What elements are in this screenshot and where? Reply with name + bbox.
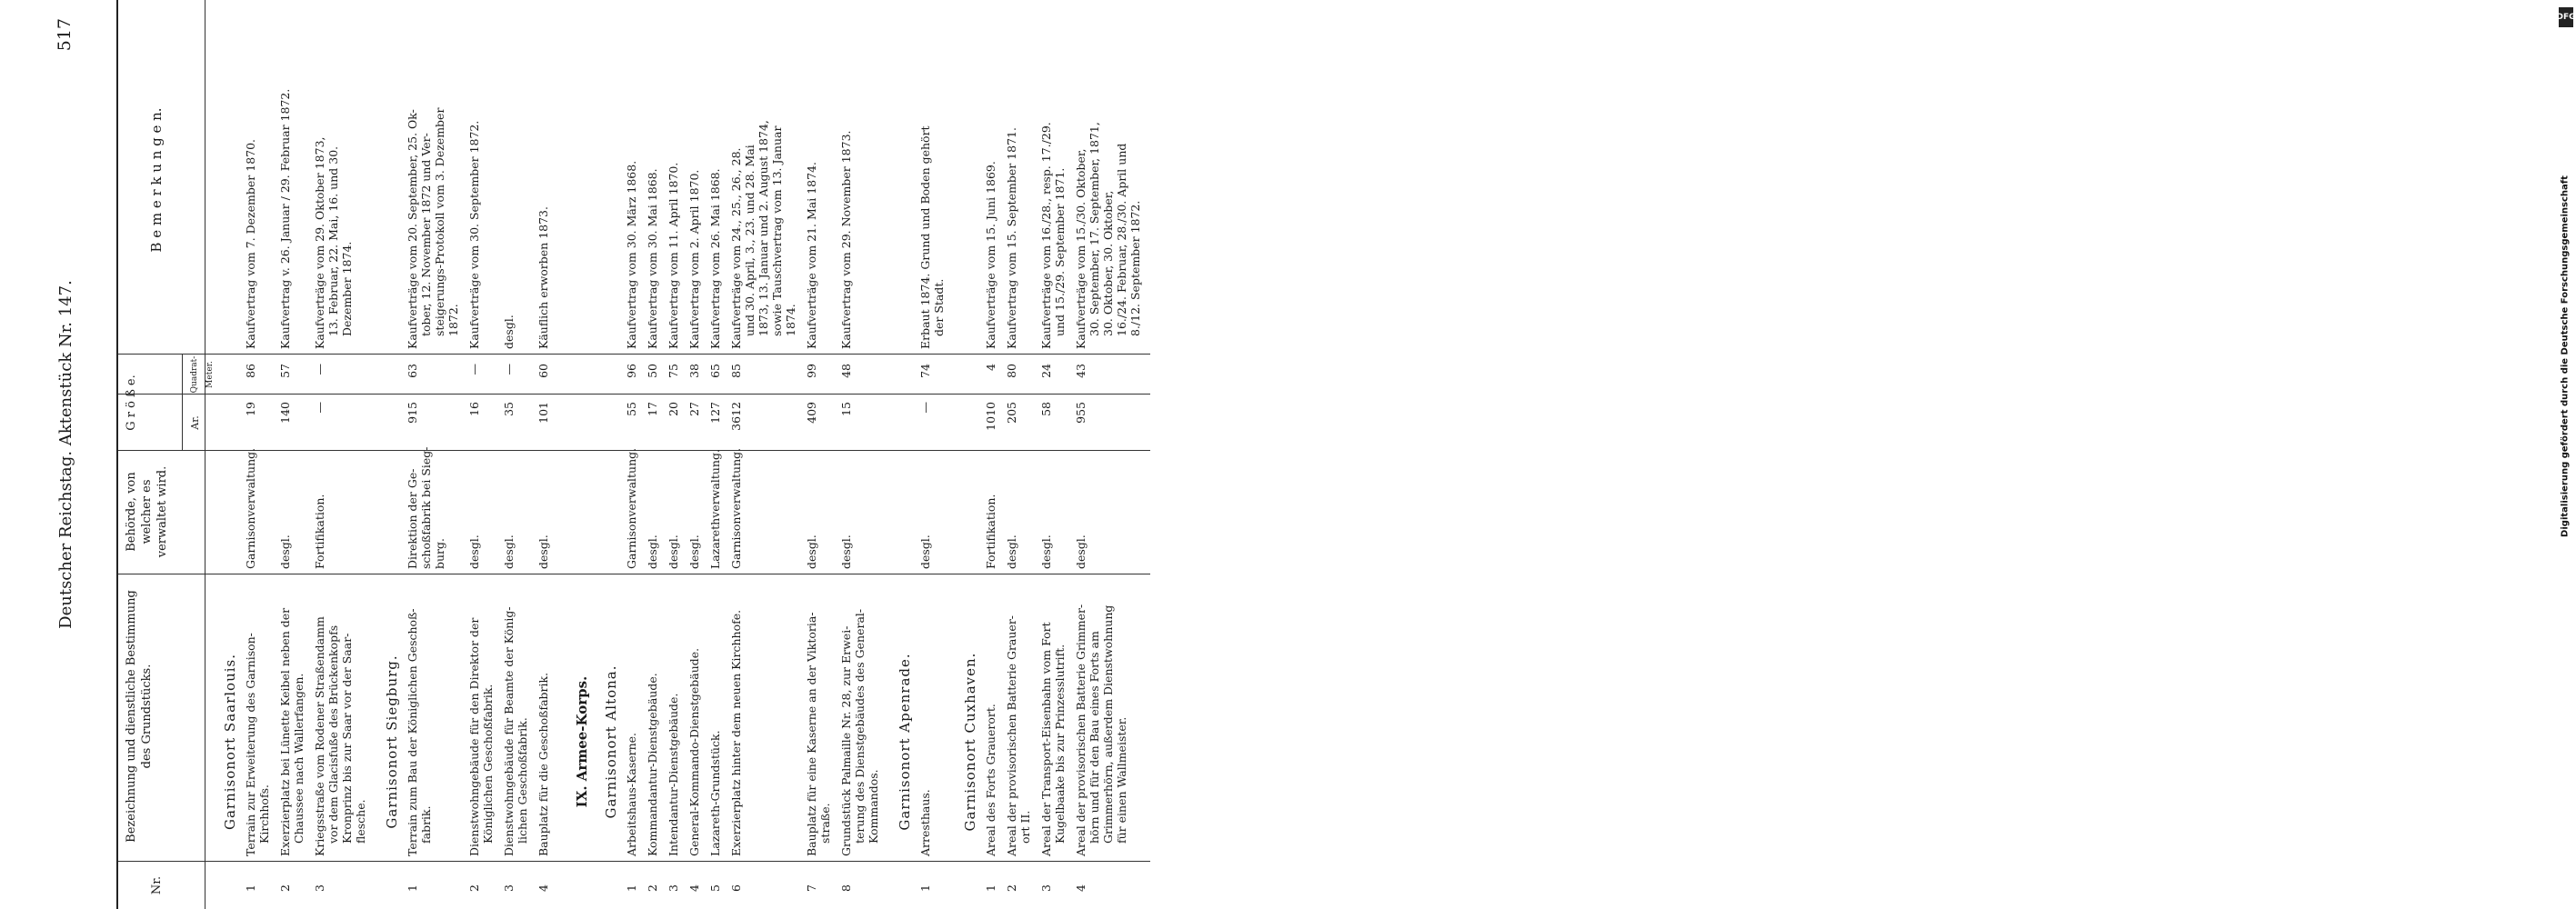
- row-number: 5: [708, 884, 722, 892]
- row-bemerkungen: Kaufverträge vom 16./28., resp. 17./29.: [1039, 122, 1053, 349]
- row-bezeichnung: fabrik.: [419, 805, 433, 844]
- row-number: 4: [536, 884, 550, 892]
- col-behoerde: Behörde, von welcher es verwaltet wird.: [125, 465, 169, 558]
- row-qm: 24: [1039, 364, 1053, 378]
- row-ar: 20: [667, 402, 680, 416]
- row-bemerkungen: 1874.: [784, 304, 797, 336]
- row-qm: 57: [278, 364, 292, 378]
- row-bemerkungen: Kaufverträge vom 30. September 1872.: [467, 120, 481, 349]
- row-number: 6: [729, 884, 743, 892]
- row-bemerkungen: Kaufvertrag vom 7. Dezember 1870.: [244, 138, 257, 349]
- row-qm: 75: [667, 364, 680, 378]
- row-bezeichnung: Lazareth-Grundstück.: [708, 730, 722, 856]
- col-divider: [118, 354, 1150, 355]
- row-bezeichnung: Terrain zum Bau der Königlichen Geschoß-: [406, 608, 419, 856]
- row-qm: —: [313, 364, 326, 375]
- row-bemerkungen: sowie Tauschvertrag vom 13. Januar: [770, 125, 784, 336]
- garrison-heading: Garnisonort Saarlouis.: [222, 653, 238, 831]
- row-bezeichnung: Kommandantur-Dienstgebäude.: [646, 673, 659, 856]
- row-qm: 65: [708, 364, 722, 378]
- row-bemerkungen: Kaufverträge vom 21. Mai 1874.: [805, 162, 818, 349]
- row-bezeichnung: Chaussee nach Wallerfangen.: [292, 673, 306, 844]
- row-behoerde: Lazarethverwaltung.: [708, 449, 722, 569]
- row-bezeichnung: Königlichen Geschoßfabrik.: [481, 684, 495, 844]
- row-number: 3: [1039, 884, 1053, 892]
- row-number: 8: [839, 884, 853, 892]
- row-qm: —: [467, 364, 481, 375]
- row-bemerkungen: der Stadt.: [932, 278, 946, 336]
- row-number: 2: [278, 884, 292, 892]
- row-bezeichnung: Areal der provisorischen Batterie Grimmer-: [1074, 604, 1088, 856]
- row-bezeichnung: Arbeitshaus-Kaserne.: [625, 732, 638, 856]
- row-qm: 96: [625, 364, 638, 378]
- row-behoerde: desgl.: [918, 534, 932, 569]
- row-ar: 15: [839, 402, 853, 416]
- row-ar: 55: [625, 402, 638, 416]
- row-qm: 4: [984, 364, 997, 371]
- row-number: 2: [646, 884, 659, 892]
- row-behoerde: schoßfabrik bei Sieg-: [419, 446, 433, 569]
- row-behoerde: desgl.: [667, 534, 680, 569]
- row-bezeichnung: Arresthaus.: [918, 789, 932, 856]
- row-bezeichnung: Intendantur-Dienstgebäude.: [667, 693, 680, 856]
- row-ar: 140: [278, 402, 292, 424]
- row-bemerkungen: Kaufvertrag vom 30. Mai 1868.: [646, 168, 659, 349]
- row-number: 1: [984, 884, 997, 892]
- row-behoerde: desgl.: [1005, 534, 1018, 569]
- row-bezeichnung: Kirchhofs.: [257, 784, 271, 844]
- row-bemerkungen: steigerungs-Protokoll vom 3. Dezember: [433, 107, 446, 336]
- row-ar: 955: [1074, 402, 1088, 424]
- row-qm: 63: [406, 364, 419, 378]
- row-behoerde: desgl.: [467, 534, 481, 569]
- row-behoerde: desgl.: [646, 534, 659, 569]
- row-bemerkungen: Kaufverträge vom 15. Juni 1869.: [984, 161, 997, 349]
- col-qm: Quadrat-Meter.: [190, 355, 215, 394]
- row-bemerkungen: 1872.: [446, 304, 460, 336]
- row-number: 4: [687, 884, 701, 892]
- row-ar: 915: [406, 402, 419, 424]
- row-bemerkungen: Kaufvertrag v. 26. Januar / 29. Februar 1872.: [278, 88, 292, 349]
- dfg-logo: DFG: [2559, 7, 2573, 27]
- row-bezeichnung: Areal der Transport-Eisenbahn vom Fort: [1039, 622, 1053, 856]
- row-bemerkungen: Kaufverträge vom 20. September, 25. Ok-: [406, 109, 419, 349]
- row-behoerde: desgl.: [687, 534, 701, 569]
- row-bemerkungen: Käuflich erworben 1873.: [536, 206, 550, 349]
- row-bezeichnung: Areal der provisorischen Batterie Grauer-: [1005, 614, 1018, 856]
- row-qm: 74: [918, 364, 932, 378]
- row-bezeichnung: Kriegsstraße vom Rodener Straßendamm: [313, 616, 326, 856]
- row-ar: 17: [646, 402, 659, 416]
- property-table: [116, 0, 1150, 909]
- row-behoerde: desgl.: [839, 534, 853, 569]
- row-behoerde: Garnisonverwaltung.: [729, 447, 743, 569]
- running-title: Deutscher Reichstag. Aktenstück Nr. 147.: [56, 280, 75, 629]
- row-bezeichnung: Dienstwohngebäude für den Direktor der: [467, 617, 481, 856]
- row-ar: 101: [536, 402, 550, 424]
- row-bezeichnung: Exerzierplatz hinter dem neuen Kirchhofe.: [729, 609, 743, 856]
- row-number: 3: [313, 884, 326, 892]
- row-qm: 99: [805, 364, 818, 378]
- row-bemerkungen: tober, 12. November 1872 und Ver-: [419, 133, 433, 336]
- row-bezeichnung: vor dem Glacisfuße des Brückenkopfs: [326, 624, 340, 844]
- row-bemerkungen: Kaufvertrag vom 15. September 1871.: [1005, 127, 1018, 349]
- col-groesse: G r ö ß e.: [125, 375, 138, 431]
- row-number: 4: [1074, 884, 1088, 892]
- row-bemerkungen: Dezember 1874.: [340, 241, 354, 336]
- row-number: 1: [918, 884, 932, 892]
- row-bezeichnung: flesche.: [354, 799, 367, 844]
- row-bezeichnung: hörn und für den Bau eines Forts am: [1088, 631, 1101, 844]
- row-bemerkungen: Kaufverträge vom 15./30. Oktober,: [1074, 148, 1088, 349]
- col-bemerkungen: B e m e r k u n g e n.: [148, 107, 165, 253]
- row-number: 3: [667, 884, 680, 892]
- row-qm: 43: [1074, 364, 1088, 378]
- row-bemerkungen: und 30. April, 3., 23. und 28. Mai: [743, 145, 757, 336]
- row-bezeichnung: Grundstück Palmaille Nr. 28, zur Erwei-: [839, 625, 853, 856]
- row-qm: 60: [536, 364, 550, 378]
- row-ar: 127: [708, 402, 722, 424]
- row-bemerkungen: Kaufvertrag vom 2. April 1870.: [687, 169, 701, 349]
- row-ar: 205: [1005, 402, 1018, 424]
- col-bezeichnung: Bezeichnung und dienstliche Bestimmung des Grundstücks.: [125, 590, 154, 843]
- row-bemerkungen: Kaufvertrag vom 29. November 1873.: [839, 130, 853, 349]
- row-behoerde: Garnisonverwaltung.: [244, 447, 257, 569]
- col-nr: Nr.: [150, 875, 164, 895]
- row-number: 3: [502, 884, 516, 892]
- row-number: 1: [406, 884, 419, 892]
- row-bezeichnung: Terrain zur Erweiterung des Garnison-: [244, 633, 257, 856]
- row-behoerde: desgl.: [1039, 534, 1053, 569]
- row-ar: —: [313, 402, 326, 414]
- row-bezeichnung: Exerzierplatz bei Lünette Keibel neben der: [278, 607, 292, 856]
- row-bezeichnung: Bauplatz für die Geschoßfabrik.: [536, 672, 550, 856]
- row-bemerkungen: Kaufverträge vom 24., 25., 26., 28.: [729, 147, 743, 349]
- col-divider: [118, 394, 1150, 395]
- row-number: 2: [467, 884, 481, 892]
- row-behoerde: desgl.: [536, 534, 550, 569]
- row-bemerkungen: 16./24. Februar, 28./30. April und: [1115, 143, 1128, 336]
- row-bemerkungen: Kaufvertrag vom 26. Mai 1868.: [708, 168, 722, 349]
- rotated-page: [45, 0, 1155, 909]
- row-bemerkungen: Kaufvertrag vom 30. März 1868.: [625, 160, 638, 349]
- row-bezeichnung: straße.: [818, 803, 832, 844]
- row-behoerde: Garnisonverwaltung.: [625, 447, 638, 569]
- garrison-heading: Garnisonort Apenrade.: [897, 653, 913, 831]
- row-behoerde: Fortifikation.: [984, 494, 997, 569]
- row-ar: 27: [687, 402, 701, 416]
- row-bezeichnung: für einen Wallmeister.: [1115, 716, 1128, 844]
- row-behoerde: Fortifikation.: [313, 494, 326, 569]
- page-number: 517: [55, 18, 75, 52]
- row-ar: 19: [244, 402, 257, 416]
- row-qm: 48: [839, 364, 853, 378]
- groesse-rule: [182, 355, 183, 451]
- row-bemerkungen: Kaufvertrag vom 11. April 1870.: [667, 162, 680, 349]
- row-number: 1: [244, 884, 257, 892]
- garrison-heading: Garnisonort Cuxhaven.: [962, 652, 978, 832]
- row-bemerkungen: Erbaut 1874. Grund und Boden gehört: [918, 125, 932, 349]
- row-bezeichnung: General-Kommando-Dienstgebäude.: [687, 647, 701, 856]
- row-behoerde: Direktion der Ge-: [406, 468, 419, 569]
- corps-heading: IX. Armee-Korps.: [574, 675, 590, 808]
- row-bezeichnung: Dienstwohngebäude für Beamte der König-: [502, 606, 516, 856]
- row-bezeichnung: Bauplatz für eine Kaserne an der Viktoria-: [805, 612, 818, 856]
- row-ar: 1010: [984, 402, 997, 431]
- row-bemerkungen: 1873, 13. Januar und 2. August 1874,: [757, 120, 770, 336]
- row-bemerkungen: 8./12. September 1872.: [1128, 200, 1142, 336]
- row-qm: 85: [729, 364, 743, 378]
- row-bezeichnung: Kronprinz bis zur Saar vor der Saar-: [340, 633, 354, 844]
- row-qm: 80: [1005, 364, 1018, 378]
- row-behoerde: desgl.: [502, 534, 516, 569]
- col-divider: [118, 861, 1150, 862]
- row-bezeichnung: Kugelbaake bis zur Prinzesslutrift.: [1053, 644, 1067, 844]
- row-ar: 16: [467, 402, 481, 416]
- garrison-heading: Garnisonort Siegburg.: [384, 654, 400, 829]
- digitization-strip: [1277, 0, 2576, 909]
- row-bemerkungen: 13. Februar, 22. Mai, 16. und 30.: [326, 145, 340, 336]
- row-bemerkungen: und 15./29. September 1871.: [1053, 167, 1067, 336]
- row-qm: 38: [687, 364, 701, 378]
- row-ar: 58: [1039, 402, 1053, 416]
- row-bezeichnung: ort II.: [1018, 810, 1032, 844]
- row-ar: 3612: [729, 402, 743, 431]
- col-ar: Ar.: [189, 415, 201, 430]
- row-behoerde: desgl.: [1074, 534, 1088, 569]
- row-qm: 50: [646, 364, 659, 378]
- row-qm: —: [502, 364, 516, 375]
- row-bezeichnung: Areal des Forts Grauerort.: [984, 704, 997, 856]
- garrison-heading: Garnisonort Altona.: [603, 664, 619, 819]
- row-bezeichnung: lichen Geschoßfabrik.: [516, 717, 529, 844]
- row-ar: 35: [502, 402, 516, 416]
- row-behoerde: desgl.: [278, 534, 292, 569]
- row-bemerkungen: 30. Oktober, 30. Oktober,: [1101, 190, 1115, 336]
- row-behoerde: burg.: [433, 537, 446, 569]
- row-behoerde: desgl.: [805, 534, 818, 569]
- row-bemerkungen: desgl.: [502, 315, 516, 349]
- row-bezeichnung: Grimmerhörn, außerdem Dienstwohnung: [1101, 604, 1115, 844]
- row-qm: 86: [244, 364, 257, 378]
- row-ar: —: [918, 402, 932, 414]
- digitization-credit: Digitalisierung gefördert durch die Deutsche Forschungsgemeinschaft: [2560, 175, 2571, 537]
- row-bezeichnung: terung des Dienstgebäudes des General-: [853, 608, 867, 844]
- row-number: 1: [625, 884, 638, 892]
- row-bezeichnung: Kommandos.: [867, 769, 880, 844]
- row-ar: 409: [805, 402, 818, 424]
- row-bemerkungen: 30. September, 17. September, 1871,: [1088, 122, 1101, 336]
- row-number: 2: [1005, 884, 1018, 892]
- row-bemerkungen: Kaufverträge vom 29. Oktober 1873,: [313, 136, 326, 349]
- row-number: 7: [805, 884, 818, 892]
